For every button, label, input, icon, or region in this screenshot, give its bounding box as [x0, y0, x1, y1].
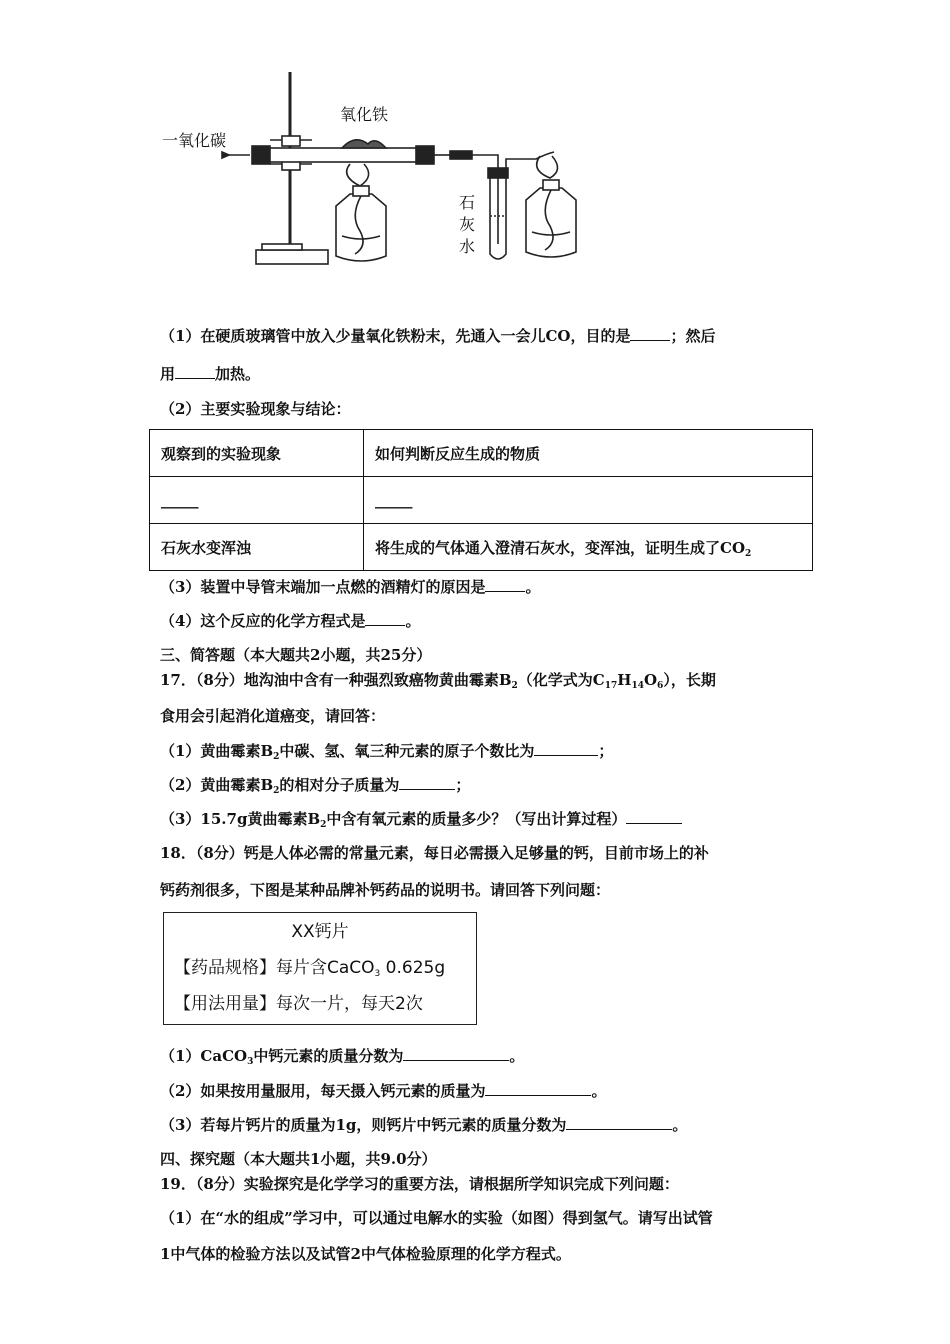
q18-stem-line2: 钙药剂很多，下图是某种品牌补钙药品的说明书。请回答下列问题：	[160, 881, 611, 899]
table-header-phenomenon: 观察到的实验现象	[150, 430, 364, 477]
section4-title: 四、探究题（本大题共1小题，共9.0分）	[160, 1150, 437, 1168]
q17-stem-line2: 食用会引起消化道癌变，请回答：	[160, 707, 386, 725]
table-row	[150, 524, 813, 571]
q17-part1: （1）黄曲霉素$B_2$中碳、氢、氧三种元素的原子个数比为 ；	[160, 742, 614, 762]
observation-table	[149, 429, 813, 571]
label-limewater-1: 石	[459, 193, 476, 212]
co-reduction-apparatus	[150, 66, 590, 281]
tablet-name: XX钙片	[291, 922, 349, 942]
q18-part2: （2）如果按用量服用，每天摄入钙元素的质量为 。	[160, 1082, 607, 1100]
label-carbon-monoxide: 一氧化碳	[162, 131, 227, 150]
tablet-dosage: 【用法用量】每次一片，每天2次	[174, 994, 423, 1014]
q16-part3: （3）装置中导管末端加一点燃的酒精灯的原因是 。	[160, 578, 541, 596]
table-cell-limewater: 石灰水变浑浊	[150, 524, 364, 571]
q17-part3: （3）15.7g黄曲霉素$B_2$中含有氧元素的质量多少？（写出计算过程）	[160, 809, 682, 829]
q16-part2: （2）主要实验现象与结论：	[160, 400, 351, 418]
apparatus-figure	[150, 66, 590, 285]
q16-part1-line2: 用 加热。	[160, 365, 261, 383]
table-cell-co2-conclusion: 将生成的气体通入澄清石灰水，变浑浊，证明生成了$CO_2$	[364, 524, 813, 571]
q19-stem: 19．（8分）实验探究是化学学习的重要方法，请根据所学知识完成下列问题：	[160, 1175, 679, 1193]
q19-part1-line1: （1）在“水的组成”学习中，可以通过电解水的实验（如图）得到氢气。请写出试管	[160, 1209, 713, 1227]
table-cell-blank-1: _____	[150, 477, 364, 524]
table-row	[150, 430, 813, 477]
q17-stem-line1: 17．（8分）地沟油中含有一种强烈致癌物黄曲霉素$B_2$（化学式为$C_{17}H_{14}O_6$），长期	[160, 671, 716, 691]
tablet-spec: 【药品规格】每片含CaCO$_3$ 0.625g	[174, 958, 446, 979]
q18-part1: （1）CaCO$_3$中钙元素的质量分数为 。	[160, 1047, 525, 1067]
q16-part4: （4）这个反应的化学方程式是 。	[160, 612, 421, 630]
q17-part2: （2）黄曲霉素$B_2$的相对分子质量为 ；	[160, 776, 471, 796]
section3-title: 三、简答题（本大题共2小题，共25分）	[160, 646, 432, 664]
table-row	[150, 477, 813, 524]
q19-part1-line2: 1中气体的检验方法以及试管2中气体检验原理的化学方程式。	[160, 1245, 571, 1263]
q16-part1-line1: （1）在硬质玻璃管中放入少量氧化铁粉末，先通入一会儿CO，目的是 ；然后	[160, 327, 716, 345]
table-cell-blank-2: _____	[364, 477, 813, 524]
q18-stem-line1: 18．（8分）钙是人体必需的常量元素，每日必需摄入足够量的钙，目前市场上的补	[160, 844, 709, 862]
label-limewater-2: 灰	[459, 215, 476, 234]
table-header-judgment: 如何判断反应生成的物质	[364, 430, 813, 477]
label-iron-oxide: 氧化铁	[340, 105, 389, 124]
q18-part3: （3）若每片钙片的质量为1g，则钙片中钙元素的质量分数为 。	[160, 1116, 688, 1134]
label-limewater-3: 水	[459, 237, 476, 256]
calcium-tablet-label	[163, 912, 477, 1025]
